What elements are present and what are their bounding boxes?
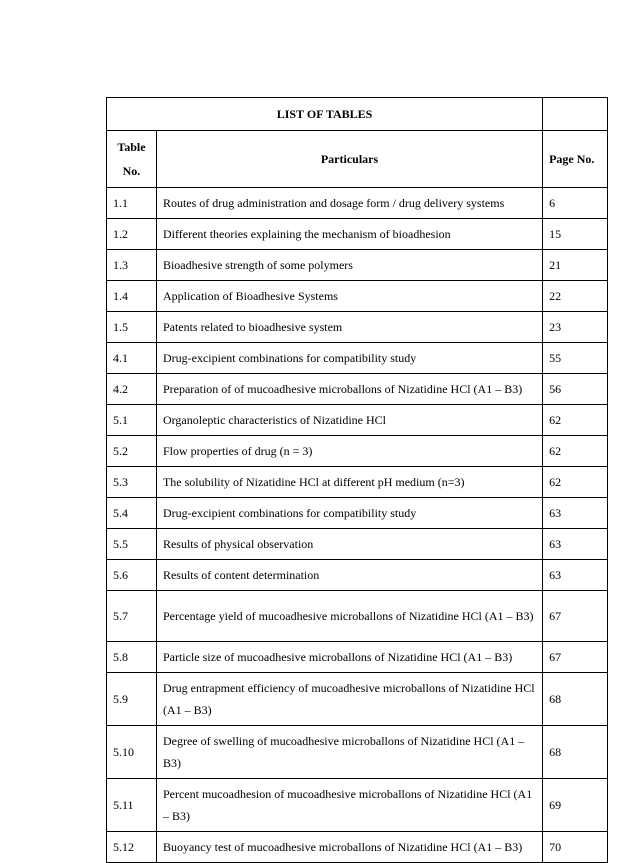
row-number: 5.10 <box>107 726 157 779</box>
row-particulars: Drug-excipient combinations for compatibility study <box>156 343 542 374</box>
row-page: 67 <box>543 591 608 642</box>
row-number: 5.12 <box>107 832 157 863</box>
row-page: 21 <box>543 250 608 281</box>
row-number: 5.7 <box>107 591 157 642</box>
header-table-no-line1: Table <box>117 140 146 154</box>
table-row <box>107 673 608 726</box>
table-row <box>107 726 608 779</box>
table-row <box>107 467 608 498</box>
table-row <box>107 529 608 560</box>
table-title: LIST OF TABLES <box>107 98 543 131</box>
table-row <box>107 779 608 832</box>
row-number: 1.4 <box>107 281 157 312</box>
row-particulars: Organoleptic characteristics of Nizatidine HCl <box>156 405 542 436</box>
table-row <box>107 560 608 591</box>
row-number: 1.5 <box>107 312 157 343</box>
row-page: 68 <box>543 726 608 779</box>
row-particulars: Preparation of of mucoadhesive microballons of Nizatidine HCl (A1 – B3) <box>156 374 542 405</box>
table-row <box>107 250 608 281</box>
row-particulars: The solubility of Nizatidine HCl at different pH medium (n=3) <box>156 467 542 498</box>
row-particulars: Percentage yield of mucoadhesive microballons of Nizatidine HCl (A1 – B3) <box>156 591 542 642</box>
row-particulars: Routes of drug administration and dosage form / drug delivery systems <box>156 188 542 219</box>
table-row <box>107 591 608 642</box>
table-row <box>107 281 608 312</box>
header-page-no: Page No. <box>543 131 608 188</box>
row-page: 63 <box>543 498 608 529</box>
row-particulars: Percent mucoadhesion of mucoadhesive microballons of Nizatidine HCl (A1 – B3) <box>156 779 542 832</box>
row-number: 4.2 <box>107 374 157 405</box>
row-number: 5.1 <box>107 405 157 436</box>
header-particulars: Particulars <box>156 131 542 188</box>
table-title-row <box>107 98 608 131</box>
row-particulars: Buoyancy test of mucoadhesive microballons of Nizatidine HCl (A1 – B3) <box>156 832 542 863</box>
table-row <box>107 642 608 673</box>
table-row <box>107 374 608 405</box>
header-row <box>107 131 608 188</box>
row-particulars: Drug entrapment efficiency of mucoadhesive microballons of Nizatidine HCl (A1 – B3) <box>156 673 542 726</box>
row-number: 1.3 <box>107 250 157 281</box>
row-particulars: Particle size of mucoadhesive microballons of Nizatidine HCl (A1 – B3) <box>156 642 542 673</box>
row-page: 70 <box>543 832 608 863</box>
table-row <box>107 405 608 436</box>
table-row <box>107 498 608 529</box>
row-particulars: Results of content determination <box>156 560 542 591</box>
row-page: 63 <box>543 560 608 591</box>
row-number: 5.3 <box>107 467 157 498</box>
row-page: 22 <box>543 281 608 312</box>
row-page: 62 <box>543 405 608 436</box>
row-particulars: Patents related to bioadhesive system <box>156 312 542 343</box>
row-particulars: Bioadhesive strength of some polymers <box>156 250 542 281</box>
table-row <box>107 219 608 250</box>
table-row <box>107 343 608 374</box>
row-number: 5.5 <box>107 529 157 560</box>
row-page: 55 <box>543 343 608 374</box>
row-number: 5.9 <box>107 673 157 726</box>
row-number: 5.6 <box>107 560 157 591</box>
row-page: 6 <box>543 188 608 219</box>
row-number: 1.1 <box>107 188 157 219</box>
row-particulars: Drug-excipient combinations for compatibility study <box>156 498 542 529</box>
row-particulars: Results of physical observation <box>156 529 542 560</box>
table-row <box>107 312 608 343</box>
row-page: 63 <box>543 529 608 560</box>
row-number: 5.8 <box>107 642 157 673</box>
row-page: 68 <box>543 673 608 726</box>
table-row <box>107 188 608 219</box>
row-number: 5.2 <box>107 436 157 467</box>
title-blank-cell <box>543 98 608 131</box>
table-row <box>107 832 608 863</box>
row-particulars: Application of Bioadhesive Systems <box>156 281 542 312</box>
row-page: 56 <box>543 374 608 405</box>
row-page: 67 <box>543 642 608 673</box>
row-particulars: Degree of swelling of mucoadhesive microballons of Nizatidine HCl (A1 – B3) <box>156 726 542 779</box>
row-page: 15 <box>543 219 608 250</box>
list-of-tables <box>106 97 608 863</box>
row-number: 1.2 <box>107 219 157 250</box>
row-page: 62 <box>543 436 608 467</box>
header-table-no <box>107 131 157 188</box>
row-page: 69 <box>543 779 608 832</box>
row-page: 23 <box>543 312 608 343</box>
table-row <box>107 436 608 467</box>
row-number: 5.11 <box>107 779 157 832</box>
row-number: 4.1 <box>107 343 157 374</box>
header-table-no-line2: No. <box>122 164 141 178</box>
row-particulars: Flow properties of drug (n = 3) <box>156 436 542 467</box>
row-page: 62 <box>543 467 608 498</box>
row-number: 5.4 <box>107 498 157 529</box>
row-particulars: Different theories explaining the mechanism of bioadhesion <box>156 219 542 250</box>
